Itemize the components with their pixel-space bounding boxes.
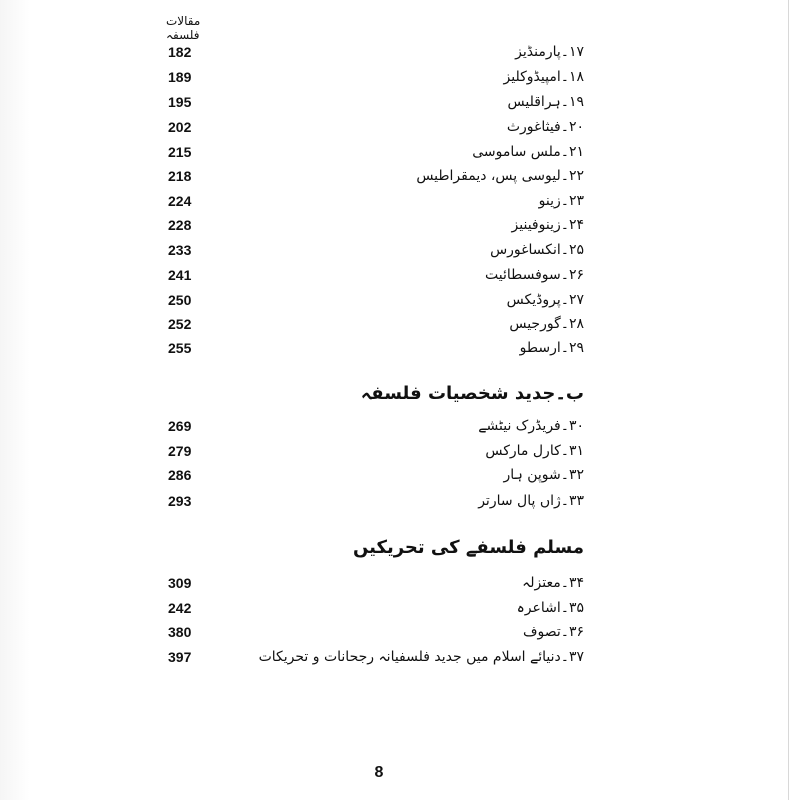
toc-entry-title: ۳۴۔معتزلہ [522,575,584,591]
toc-entry-title: ۳۶۔تصوف [522,624,584,640]
toc-page-number: 279 [168,443,192,459]
toc-page-number: 202 [168,119,192,135]
running-header: مقالات فلسفہ [166,14,201,42]
toc-entry [168,164,584,188]
toc-page-number: 218 [168,168,192,184]
toc-entry-title: ۳۲۔شوپن ہار [503,467,584,483]
toc-page-number: 293 [168,493,192,509]
toc-entry-title: ۲۴۔زینوفینیز [511,217,584,233]
toc-entry [168,213,584,237]
section-heading: ب۔جدید شخصیات فلسفہ [360,383,584,404]
toc-page-number: 189 [168,69,192,85]
toc-page-number: 309 [168,575,192,591]
toc-page-number: 182 [168,44,192,60]
toc-entry [168,115,584,139]
toc-page-number: 269 [168,418,192,434]
toc-entry [168,90,584,114]
toc-entry [168,238,584,262]
toc-entry-title: ۲۷۔پروڈیکس [506,292,584,308]
toc-page-number: 242 [168,600,192,616]
toc-entry-title: ۲۲۔لیوسی پس، دیمقراطیس [416,168,584,184]
toc-entry-title: ۳۵۔اشاعرہ [516,600,584,616]
toc-entry-title: ۲۰۔فیثاغورث [506,119,584,135]
toc-entry [168,645,584,669]
toc-page-number: 286 [168,467,192,483]
toc-page-number: 255 [168,340,192,356]
toc-entry-title: ۳۱۔کارل مارکس [485,443,584,459]
toc-entry [168,596,584,620]
toc-entry-title: ۱۸۔امپیڈوکلیز [503,69,584,85]
toc-entry-title: ۳۰۔فریڈرک نیٹشے [478,418,584,434]
toc-entry-title: ۲۶۔سوفسطائیت [484,267,584,283]
toc-entry [168,288,584,312]
toc-entry [168,463,584,487]
toc-page-number: 228 [168,217,192,233]
toc-entry [168,140,584,164]
table-of-contents [168,0,584,800]
toc-entry [168,336,584,360]
toc-page-number: 224 [168,193,192,209]
toc-entry-title: ۲۱۔ملس ساموسی [472,144,584,160]
toc-entry-title: ۲۳۔زینو [538,193,584,209]
toc-page-number: 195 [168,94,192,110]
toc-entry-title: ۱۷۔پارمنڈیز [515,44,584,60]
section-heading: مسلم فلسفے کی تحریکیں [352,537,584,558]
toc-entry [168,571,584,595]
toc-entry [168,312,584,336]
toc-page-number: 241 [168,267,192,283]
toc-entry-title: ۲۹۔ارسطو [519,340,584,356]
toc-entry [168,414,584,438]
toc-entry [168,40,584,64]
toc-page-number: 380 [168,624,192,640]
page-edge [788,0,789,800]
toc-page-number: 250 [168,292,192,308]
toc-page-number: 397 [168,649,192,665]
toc-entry [168,620,584,644]
page-binding-shadow [0,0,30,800]
toc-page-number: 233 [168,242,192,258]
toc-entry [168,439,584,463]
toc-entry-title: ۱۹۔ہراقلیس [507,94,584,110]
toc-entry [168,489,584,513]
toc-entry-title: ۳۳۔ژاں پال سارتر [478,493,584,509]
toc-entry-title: ۲۵۔انکساغورس [490,242,584,258]
page-number: 8 [374,764,384,781]
toc-page-number: 252 [168,316,192,332]
toc-entry [168,263,584,287]
toc-page-number: 215 [168,144,192,160]
toc-entry [168,189,584,213]
toc-entry-title: ۲۸۔گورجیس [509,316,584,332]
toc-entry [168,65,584,89]
toc-entry-title: ۳۷۔دنیائے اسلام میں جدید فلسفیانہ رجحانات و تحریکات [258,649,584,665]
